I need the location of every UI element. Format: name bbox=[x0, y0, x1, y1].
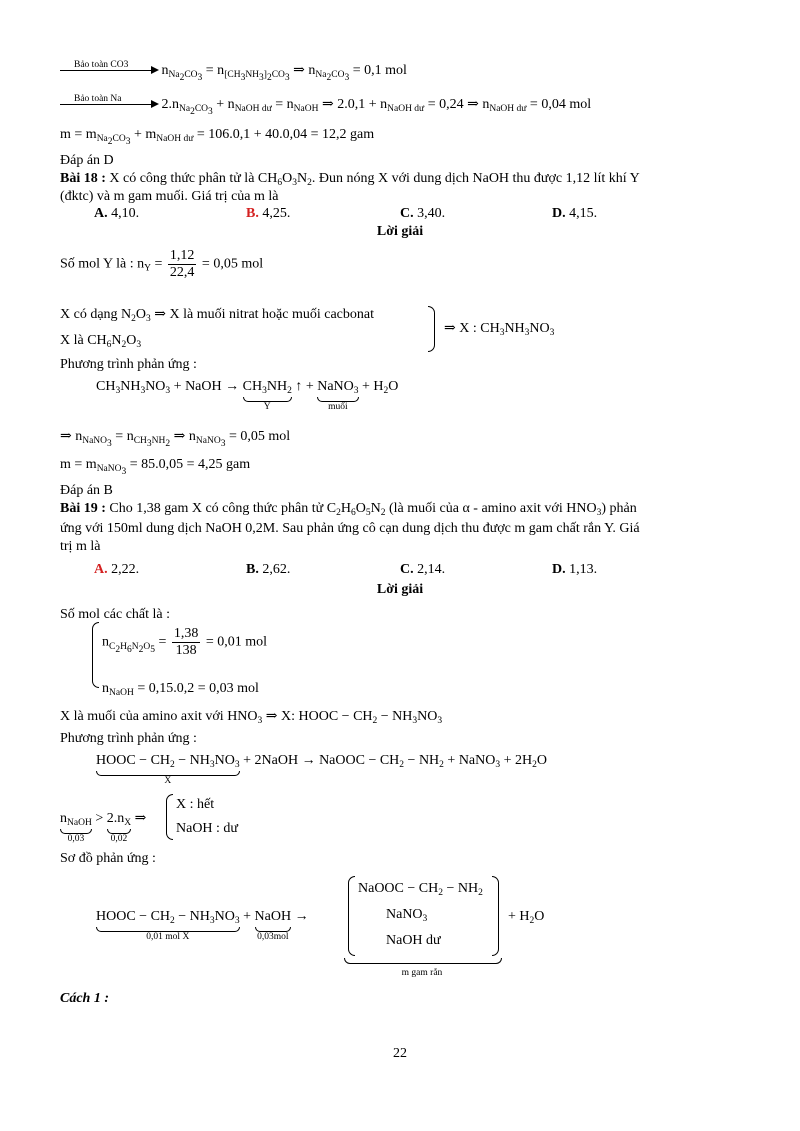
formula-text: $n_{Na_2CO_3} = n_{[CH_3NH_3]_2CO_3}$ ⇒ $n_{Na_2CO_3} = 0,1$ mol bbox=[161, 63, 407, 84]
option-c: C. 2,14. bbox=[400, 562, 446, 577]
result-line2: $m = m_{NaNO_3} = 85.0,05 = 4,25$ gam bbox=[60, 457, 251, 477]
mol-y-line: Số mol Y là : $n_Y$ = $\frac{1,12}{22,4}$ = 0,05 mol bbox=[60, 248, 264, 280]
scheme-x: HOOC − $CH_2 - NH_3NO_3$ 0,01 mol X bbox=[96, 909, 240, 942]
left-brace bbox=[166, 794, 173, 840]
page-number: 22 bbox=[393, 1046, 407, 1061]
scheme-reactants: HOOC − $CH_2 - NH_3NO_3$ 0,01 mol X + NaOH 0,03mol → bbox=[96, 909, 309, 942]
fraction: $\frac{1,38}{138}$ bbox=[173, 626, 199, 658]
answer-line: Đáp án D bbox=[60, 153, 114, 168]
comparison-line: $n_{NaOH}$ 0,03 > $2.n_X$ 0,02 ⇒ bbox=[60, 811, 147, 844]
product-1: NaOOC − $CH_2 - NH_2$ bbox=[358, 881, 483, 898]
mass-line: $m = m_{Na_2CO_3} + m_{NaOH dư} = 106.0,1 + 40.0,04 = 12,2$ gam bbox=[60, 127, 375, 147]
problem-title: Bài 18 : bbox=[60, 171, 106, 186]
left-brace bbox=[92, 622, 99, 688]
option-a: A. 2,22. bbox=[94, 562, 140, 577]
condition-line2: X là $CH_6N_2O_3$ bbox=[60, 333, 142, 350]
product-2: NaNO$_3$ bbox=[386, 907, 428, 924]
arrow-label: Bảo toàn CO3 bbox=[74, 60, 129, 70]
left-brace bbox=[348, 876, 355, 956]
answer-line: Đáp án B bbox=[60, 483, 113, 498]
right-brace bbox=[492, 876, 499, 956]
equation-heading: Phương trình phản ứng : bbox=[60, 357, 197, 372]
problem-18-line2: (đktc) và m gam muối. Giá trị của m là bbox=[60, 189, 279, 204]
condition-line1: X có dạng $N_2O_3$ ⇒ X là muối nitrat hoặc muối cacbonat bbox=[60, 307, 375, 324]
mol-x-line: $n_{C_2H_6N_2O_5}$ = $\frac{1,38}{138}$ = 0,01 mol bbox=[102, 626, 268, 658]
arrow-label: Bảo toàn Na bbox=[74, 94, 122, 104]
problem-19-line2: ứng với 150ml dung dịch NaOH 0,2M. Sau phản ứng cô cạn dung dịch thu được m gam chất rắn Y. Giá bbox=[60, 521, 640, 536]
naoh-mol: $n_{NaOH}$ 0,03 bbox=[60, 811, 92, 844]
scheme-water: + $H_2O$ bbox=[508, 909, 545, 926]
method-1-heading: Cách 1 : bbox=[60, 991, 109, 1006]
scheme-heading: Sơ đồ phản ứng : bbox=[60, 851, 156, 866]
equation-heading: Phương trình phản ứng : bbox=[60, 731, 197, 746]
option-d: D. 1,13. bbox=[552, 562, 598, 577]
conservation-co3-line bbox=[60, 60, 407, 84]
naoh-excess: NaOH : dư bbox=[176, 821, 239, 836]
solution-heading: Lời giải bbox=[376, 224, 424, 239]
conservation-arrow bbox=[60, 96, 158, 114]
fraction: $\frac{1,12}{22,4}$ bbox=[169, 248, 195, 280]
reaction-equation: $CH_3NH_3NO_3$ + NaOH → $CH_3NH_2$ Y ↑ + NaNO$_3$ muối + $H_2O$ bbox=[96, 379, 399, 412]
option-c: C. 3,40. bbox=[400, 206, 446, 221]
option-b: B. 4,25. bbox=[246, 206, 291, 221]
condition-result: ⇒ X : $CH_3NH_3NO_3$ bbox=[444, 321, 555, 338]
product-y: $CH_3NH_2$ Y bbox=[242, 379, 292, 412]
formula-text: $2.n_{Na_2CO_3} + n_{NaOH dư} = n_{NaOH}$ ⇒ $2.0,1 + n_{NaOH dư} = 0,24$ ⇒ $n_{NaOH dư} = 0,04$ mol bbox=[161, 97, 592, 118]
conservation-arrow bbox=[60, 62, 158, 80]
problem-19-line1: Bài 19 : Cho 1,38 gam X có công thức phân tử $C_2H_6O_5N_2$ (là muối của α - amino axit với $HNO_3$) phản bbox=[60, 501, 637, 518]
option-a: A. 4,10. bbox=[94, 206, 140, 221]
problem-19-line3: trị m là bbox=[60, 539, 101, 554]
mol-heading: Số mol các chất là : bbox=[60, 607, 171, 622]
mol-naoh-line: $n_{NaOH} = 0,15.0,2 = 0,03$ mol bbox=[102, 681, 259, 698]
x-identity-line: X là muối của amino axit với $HNO_3$ ⇒ X: HOOC − $CH_2 - NH_3NO_3$ bbox=[60, 709, 443, 726]
conservation-na-line bbox=[60, 94, 592, 118]
product-3: NaOH dư bbox=[386, 933, 441, 948]
product-salt: NaNO$_3$ muối bbox=[317, 379, 359, 412]
option-b: B. 2,62. bbox=[246, 562, 291, 577]
scheme-naoh: NaOH 0,03mol bbox=[254, 909, 292, 942]
reaction-equation: HOOC − $CH_2 - NH_3NO_3$ X + 2NaOH → NaOOC − $CH_2 - NH_2$ + NaNO$_3$ + $2H_2O$ bbox=[96, 753, 548, 786]
option-d: D. 4,15. bbox=[552, 206, 598, 221]
solution-heading: Lời giải bbox=[376, 582, 424, 597]
result-line1: ⇒ $n_{NaNO_3} = n_{CH_3NH_2}$ ⇒ $n_{NaNO_3} = 0,05$ mol bbox=[60, 429, 291, 449]
solid-caption: m gam rắn bbox=[401, 968, 443, 978]
x-mol: $2.n_X$ 0,02 bbox=[106, 811, 132, 844]
x-used-up: X : hết bbox=[176, 797, 215, 812]
reactant-x: HOOC − $CH_2 - NH_3NO_3$ X bbox=[96, 753, 240, 786]
problem-18-line1: Bài 18 : X có công thức phân tử là $CH_6O_3N_2$. Đun nóng X với dung dịch NaOH thu được 1,12 lít khí Y bbox=[60, 171, 640, 188]
right-brace bbox=[428, 306, 435, 352]
